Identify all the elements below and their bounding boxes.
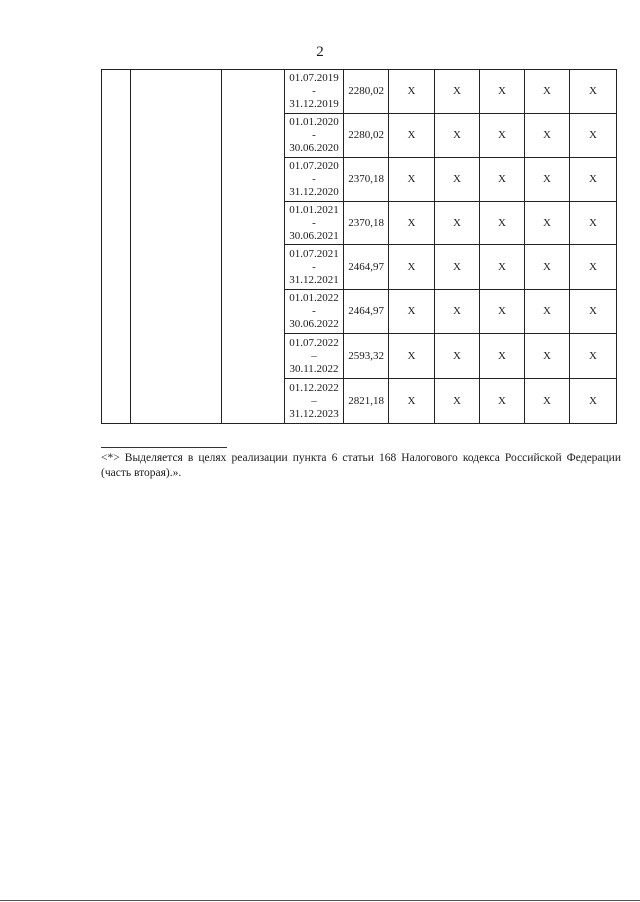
period-end: 30.06.2020 (289, 142, 339, 154)
period-end: 30.11.2022 (289, 362, 339, 375)
x-mark-cell: X (389, 158, 435, 202)
x-mark-cell: X (570, 334, 617, 379)
x-mark-cell: X (435, 379, 480, 424)
footnote: <*> Выделяется в целях реализации пункта 6 статьи 168 Налогового кодекса Российской Федерации (часть вторая).». (101, 452, 621, 479)
x-mark-cell: X (525, 379, 570, 424)
blank-cell-1 (102, 70, 131, 424)
x-mark-cell: X (389, 379, 435, 424)
x-mark-cell: X (389, 245, 435, 290)
x-mark-cell: X (570, 114, 617, 158)
period-end: 30.06.2021 (289, 229, 339, 242)
table-row (102, 70, 617, 114)
period-start: 01.07.2022 (289, 336, 339, 349)
x-mark-cell: X (525, 245, 570, 290)
x-mark-cell: X (525, 334, 570, 379)
x-mark-cell: X (570, 158, 617, 202)
footnote-separator (101, 447, 227, 448)
period-cell (285, 245, 344, 290)
x-mark-cell: X (525, 202, 570, 245)
period-sep: - (312, 85, 316, 97)
x-mark-cell: X (480, 334, 525, 379)
period-sep: - (312, 305, 316, 317)
tariff-value: 2370,18 (344, 158, 389, 202)
period-sep: - (312, 129, 316, 141)
period-start: 01.12.2022 (289, 381, 339, 394)
period-cell (285, 158, 344, 202)
x-mark-cell: X (435, 158, 480, 202)
x-mark-cell: X (480, 290, 525, 334)
period-sep: - (312, 216, 316, 229)
period-start: 01.01.2022 (289, 292, 339, 304)
period-start: 01.01.2021 (289, 203, 339, 216)
x-mark-cell: X (480, 245, 525, 290)
x-mark-cell: X (389, 334, 435, 379)
x-mark-cell: X (525, 290, 570, 334)
x-mark-cell: X (435, 290, 480, 334)
tariff-value: 2280,02 (344, 70, 389, 114)
x-mark-cell: X (570, 70, 617, 114)
x-mark-cell: X (435, 202, 480, 245)
tariff-value: 2593,32 (344, 334, 389, 379)
blank-cell-2 (131, 70, 222, 424)
period-start: 01.01.2020 (289, 116, 339, 128)
x-mark-cell: X (435, 70, 480, 114)
x-mark-cell: X (570, 290, 617, 334)
page-number: 2 (316, 44, 324, 60)
x-mark-cell: X (570, 379, 617, 424)
x-mark-cell: X (389, 114, 435, 158)
period-end: 31.12.2023 (289, 407, 339, 420)
x-mark-cell: X (480, 114, 525, 158)
period-end: 31.12.2019 (289, 98, 339, 110)
period-sep: – (311, 349, 317, 362)
x-mark-cell: X (525, 158, 570, 202)
x-mark-cell: X (480, 158, 525, 202)
x-mark-cell: X (570, 245, 617, 290)
tariff-value: 2821,18 (344, 379, 389, 424)
x-mark-cell: X (435, 245, 480, 290)
x-mark-cell: X (435, 334, 480, 379)
period-start: 01.07.2021 (289, 247, 339, 260)
x-mark-cell: X (389, 290, 435, 334)
x-mark-cell: X (389, 70, 435, 114)
tariff-value: 2370,18 (344, 202, 389, 245)
period-start: 01.07.2020 (289, 160, 339, 172)
period-end: 31.12.2020 (289, 186, 339, 198)
period-cell (285, 70, 344, 114)
period-end: 31.12.2021 (289, 273, 339, 286)
x-mark-cell: X (480, 379, 525, 424)
x-mark-cell: X (480, 70, 525, 114)
period-end: 30.06.2022 (289, 318, 339, 330)
period-sep: - (312, 260, 316, 273)
tariff-value: 2464,97 (344, 245, 389, 290)
tariff-table (101, 69, 617, 424)
period-cell (285, 114, 344, 158)
period-cell (285, 290, 344, 334)
period-sep: – (311, 394, 317, 407)
x-mark-cell: X (389, 202, 435, 245)
x-mark-cell: X (525, 70, 570, 114)
x-mark-cell: X (570, 202, 617, 245)
x-mark-cell: X (480, 202, 525, 245)
period-start: 01.07.2019 (289, 72, 339, 84)
period-cell (285, 334, 344, 379)
period-sep: - (312, 173, 316, 185)
tariff-value: 2464,97 (344, 290, 389, 334)
x-mark-cell: X (525, 114, 570, 158)
page-bottom-edge (0, 900, 640, 901)
x-mark-cell: X (435, 114, 480, 158)
period-cell (285, 379, 344, 424)
blank-cell-3 (222, 70, 285, 424)
tariff-value: 2280,02 (344, 114, 389, 158)
period-cell (285, 202, 344, 245)
